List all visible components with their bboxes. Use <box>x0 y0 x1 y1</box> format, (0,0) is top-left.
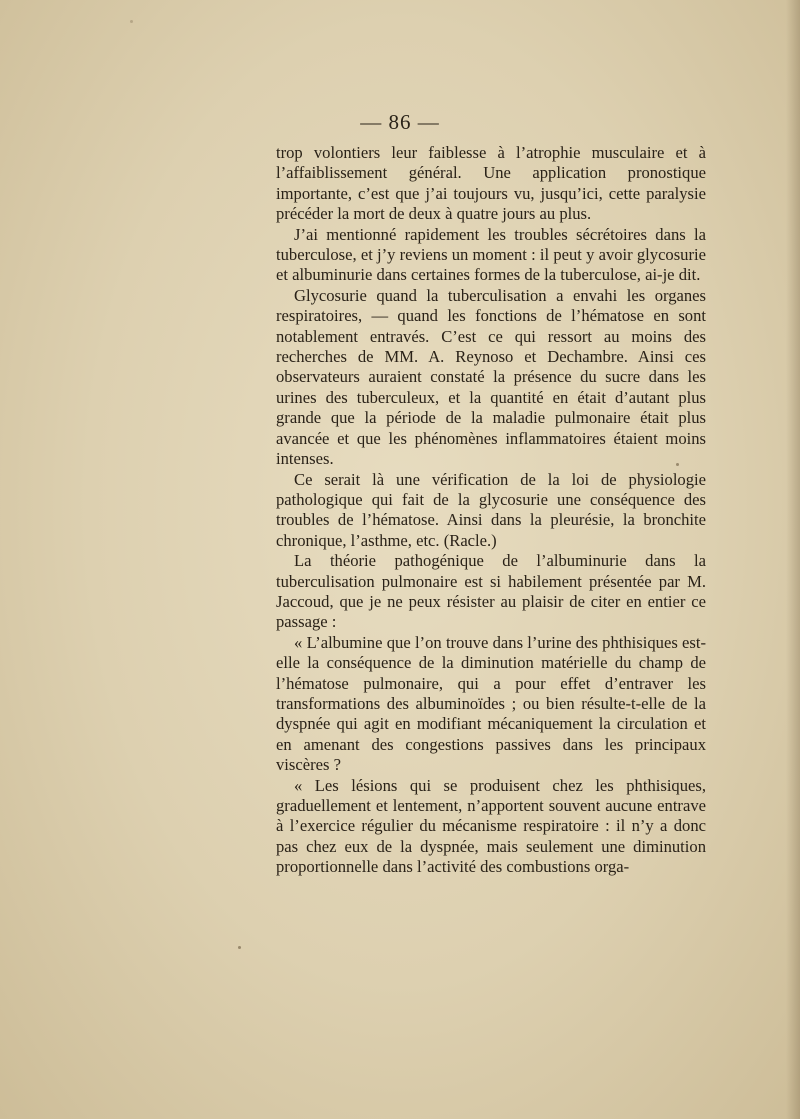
paragraph: J’ai mentionné rapidement les troubles sécrétoires dans la tuberculose, et j’y reviens un moment : il peut y avoir glycosurie et albuminurie dans certaines formes de la tuberculose, ai-je dit. <box>276 224 706 285</box>
page-number: — 86 — <box>360 110 440 134</box>
page-edge-shadow <box>786 0 800 1119</box>
body-text <box>276 143 706 878</box>
paper-speck <box>130 20 133 23</box>
paragraph: « Les lésions qui se produisent chez les phthisiques, graduellement et lentement, n’apportent souvent aucune entrave à l’exercice régulier du mécanisme respiratoire : il n’y a donc pas chez eux de la dyspnée, mais seulement une diminution proportionnelle dans l’activité des combustions orga- <box>276 775 706 877</box>
paper-speck <box>238 946 241 949</box>
paper-speck <box>676 463 679 466</box>
paragraph: Glycosurie quand la tuberculisation a envahi les organes respiratoires, — quand les fonctions de l’hématose en sont notablement entravés. C’est ce qui ressort au moins des recherches de MM. A. Reynoso et Dechambre. Ainsi ces observateurs auraient constaté la présence du sucre dans les urines des tuberculeux, et la quantité en était d’autant plus grande que la période de la maladie pulmonaire était plus avancée et que les phénomènes inflammatoires étaient moins intenses. <box>276 285 706 469</box>
paragraph: La théorie pathogénique de l’albuminurie dans la tuberculisation pulmonaire est si habilement présentée par M. Jaccoud, que je ne peux résister au plaisir de citer en entier ce passage : <box>276 551 706 632</box>
paragraph: trop volontiers leur faiblesse à l’atrophie musculaire et à l’affaiblissement général. Une application pronostique importante, c’est que j’ai toujours vu, jusqu’ici, cette paralysie précéder la mort de deux à quatre jours au plus. <box>276 143 706 224</box>
paragraph: « L’albumine que l’on trouve dans l’urine des phthisiques est-elle la conséquence de la diminution matérielle du champ de l’hématose pulmonaire, qui a pour effet d’entraver les transformations des albuminoïdes ; ou bien résulte-t-elle de la dyspnée qui agit en modifiant mécaniquement la circulation et en amenant des congestions passives dans les principaux viscères ? <box>276 632 706 775</box>
paragraph: Ce serait là une vérification de la loi de physiologie pathologique qui fait de la glycosurie une conséquence des troubles de l’hématose. Ainsi dans la pleurésie, la bronchite chronique, l’asthme, etc. (Racle.) <box>276 469 706 550</box>
